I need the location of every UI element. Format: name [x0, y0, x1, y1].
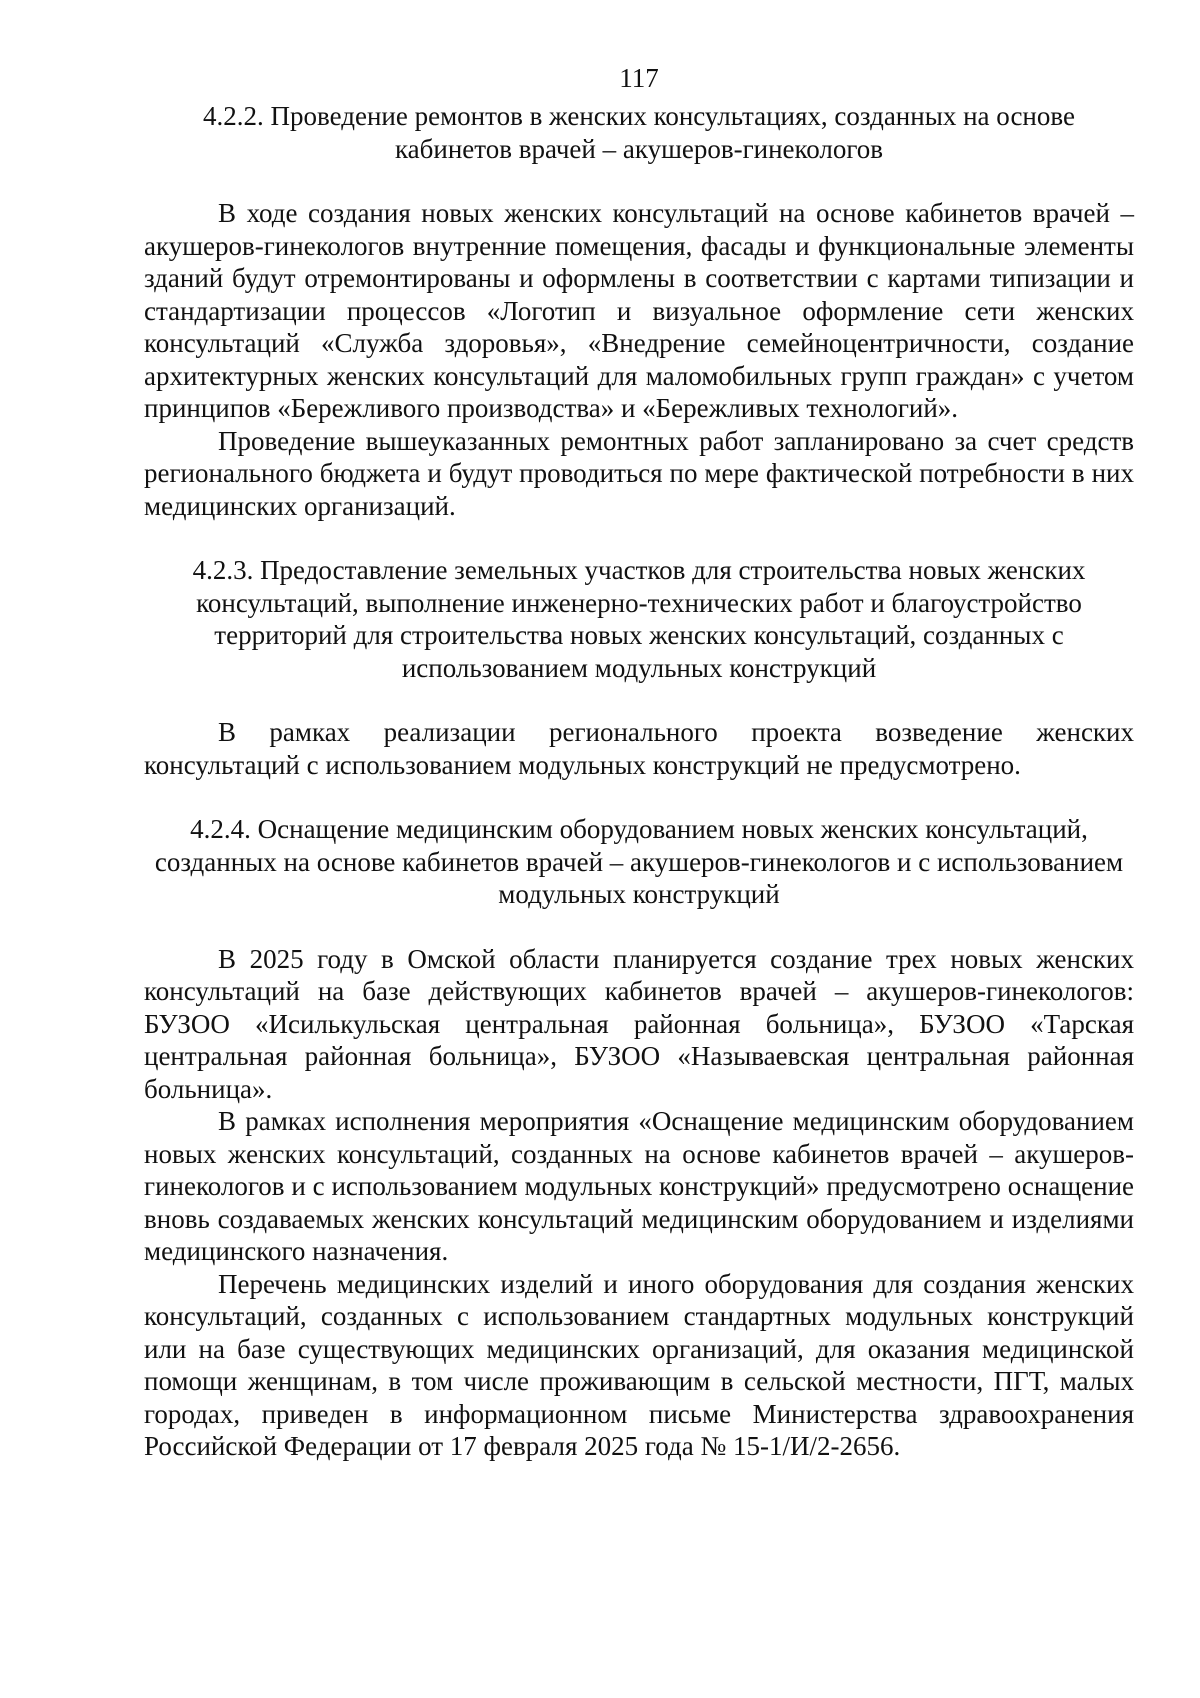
- section-heading-4-2-4: 4.2.4. Оснащение медицинским оборудованием новых женских консультаций, созданных на основе кабинетов врачей – акушеров-гинекологов и с использованием модульных конструкций: [154, 814, 1124, 909]
- paragraph: Проведение вышеуказанных ремонтных работ запланировано за счет средств регионального бюджета и будут проводиться по мере фактической потребности в них медицинских организаций.: [144, 425, 1134, 521]
- paragraph: В 2025 году в Омской области планируется создание трех новых женских консультаций на базе действующих кабинетов врачей – акушеров-гинекологов: БУЗОО «Исилькульская центральная районная больница», БУЗОО «Тарская центральная районная больница», БУЗОО «Называевская центральная районная больница».: [144, 943, 1134, 1104]
- page-number: 117: [619, 63, 659, 93]
- section-heading-4-2-2: 4.2.2. Проведение ремонтов в женских консультациях, созданных на основе кабинетов врачей – акушеров-гинекологов: [203, 101, 1075, 164]
- paragraph: Перечень медицинских изделий и иного оборудования для создания женских консультаций, созданных с использованием стандартных модульных конструкций или на базе существующих медицинских организаций, для оказания медицинской помощи женщинам, в том числе проживающим в сельской местности, ПГТ, малых городах, приведен в информационном письме Министерства здравоохранения Российской Федерации от 17 февраля 2025 года № 15-1/И/2-2656.: [144, 1268, 1134, 1461]
- paragraph: В ходе создания новых женских консультаций на основе кабинетов врачей – акушеров-гинекологов внутренние помещения, фасады и функциональные элементы зданий будут отремонтированы и оформлены в соответствии с картами типизации и стандартизации процессов «Логотип и визуальное оформление сети женских консультаций «Служба здоровья», «Внедрение семейноцентричности, создание архитектурных женских консультаций для маломобильных групп граждан» с учетом принципов «Бережливого производства» и «Бережливых технологий».: [144, 198, 1134, 423]
- document-page: [144, 62, 1134, 1463]
- paragraph: В рамках исполнения мероприятия «Оснащение медицинским оборудованием новых женских консультаций, созданных на основе кабинетов врачей – акушеров-гинекологов и с использованием модульных конструкций» предусмотрено оснащение вновь создаваемых женских консультаций медицинским оборудованием и изделиями медицинского назначения.: [144, 1106, 1134, 1266]
- section-heading-4-2-3: 4.2.3. Предоставление земельных участков для строительства новых женских консультаций, выполнение инженерно-технических работ и благоустройство территорий для строительства новых женских консультаций, созданных с использованием модульных конструкций: [192, 555, 1086, 683]
- paragraph: В рамках реализации регионального проекта возведение женских консультаций с использованием модульных конструкций не предусмотрено.: [144, 717, 1134, 780]
